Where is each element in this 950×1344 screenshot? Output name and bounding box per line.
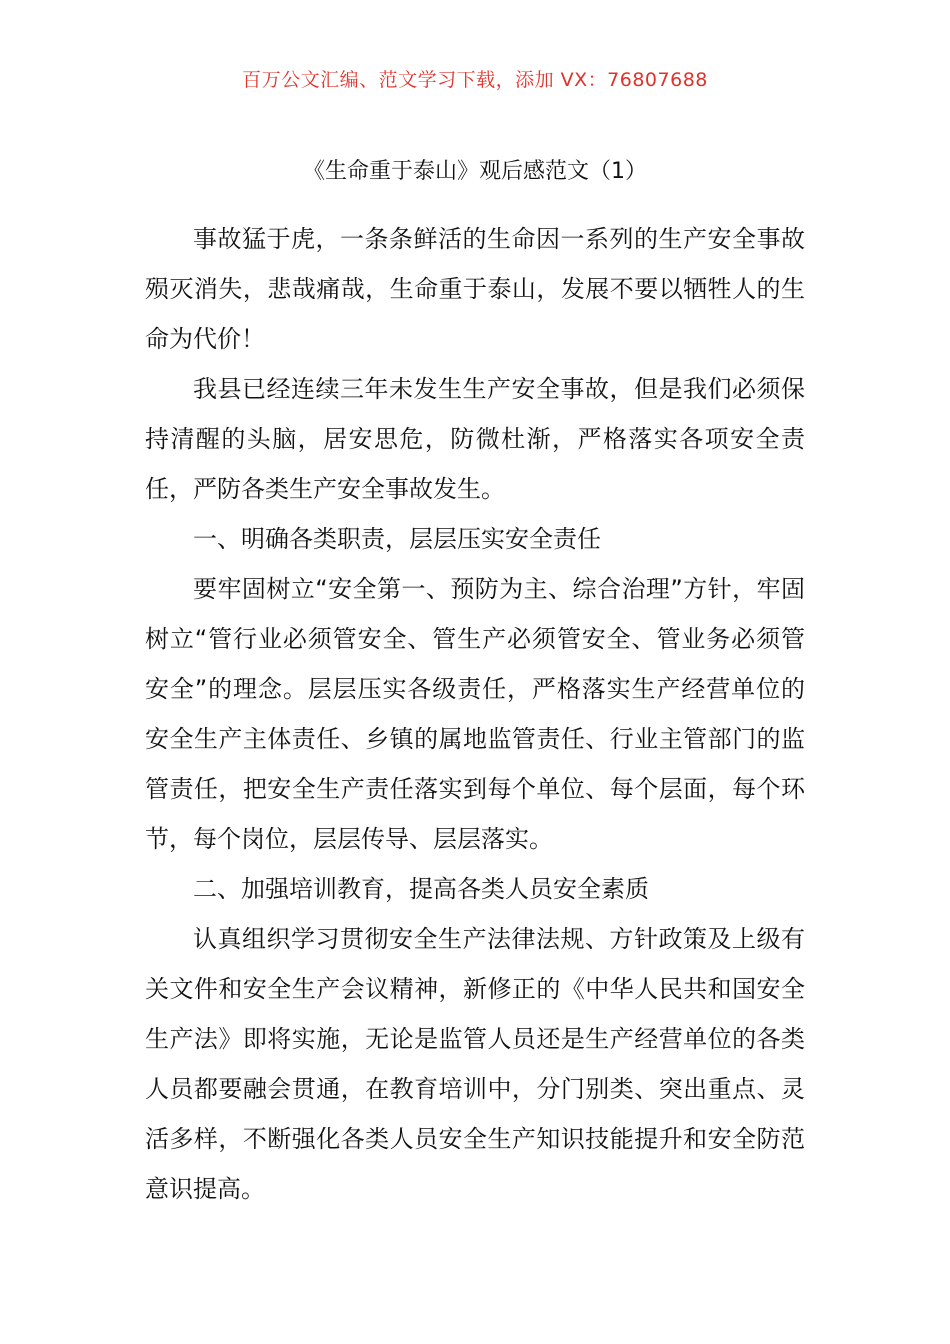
paragraph-responsibility: 要牢固树立“安全第一、预防为主、综合治理”方针，牢固树立“管行业必须管安全、管生产必须管安全、管业务必须管安全”的理念。层层压实各级责任，严格落实生产经营单位的安全生产主体责任、乡镇的属地监管责任、行业主管部门的监管责任，把安全生产责任落实到每个单位、每个层面，每个环节，每个岗位，层层传导、层层落实。 <box>145 575 805 853</box>
header-banner: 百万公文汇编、范文学习下载，添加 VX：76807688 <box>242 69 708 91</box>
paragraph-county-status: 我县已经连续三年未发生生产安全事故，但是我们必须保持清醒的头脑，居安思危，防微杜渐，严格落实各项安全责任，严防各类生产安全事故发生。 <box>145 375 805 503</box>
section-heading-1: 一、明确各类职责，层层压实安全责任 <box>193 525 601 553</box>
paragraph-intro: 事故猛于虎，一条条鲜活的生命因一系列的生产安全事故殒灭消失，悲哉痛哉，生命重于泰山，发展不要以牺牲人的生命为代价！ <box>145 225 805 353</box>
paragraph-training: 认真组织学习贯彻安全生产法律法规、方针政策及上级有关文件和安全生产会议精神，新修正的《中华人民共和国安全生产法》即将实施，无论是监管人员还是生产经营单位的各类人员都要融会贯通，在教育培训中，分门别类、突出重点、灵活多样，不断强化各类人员安全生产知识技能提升和安全防范意识提高。 <box>145 925 805 1203</box>
section-heading-2: 二、加强培训教育，提高各类人员安全素质 <box>193 875 649 903</box>
document-body <box>145 214 805 1214</box>
document-title: 《生命重于泰山》观后感范文（1） <box>303 159 647 184</box>
